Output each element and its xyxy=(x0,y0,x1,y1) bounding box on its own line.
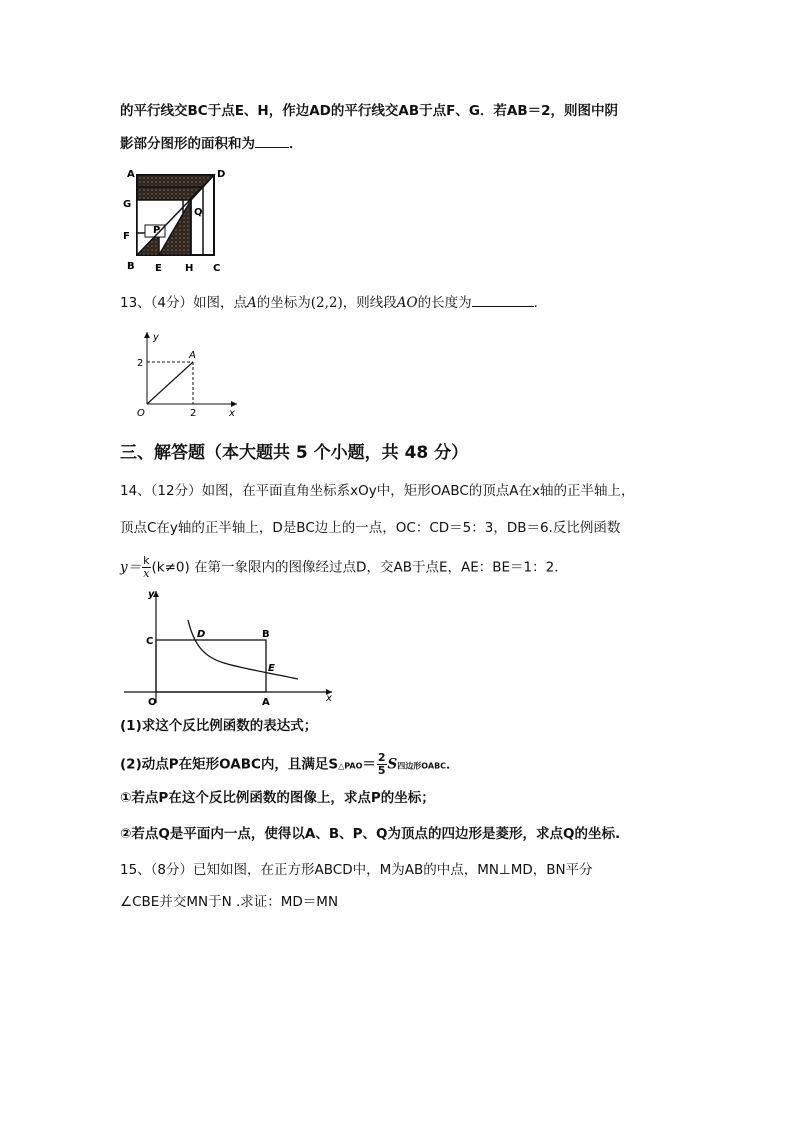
q12-line2 xyxy=(120,133,303,154)
q13-coord: (2,2) xyxy=(310,295,343,311)
q12-line1: 的平行线交BC于点E、H，作边AD的平行线交AB于点F、G．若AB＝2，则图中阴 xyxy=(120,103,619,119)
answer-blank-q12 xyxy=(255,133,289,148)
label-D: D xyxy=(217,169,226,180)
q14-sub1: ①若点P在这个反比例函数的图像上，求点P的坐标； xyxy=(120,790,435,806)
fraction-k-over-x: $\frac{k}{x}$ xyxy=(143,554,150,580)
label-C: C xyxy=(213,263,221,274)
rectangle-oabc xyxy=(156,640,266,692)
label-x-q14: x xyxy=(326,693,332,704)
label-A-q14: A xyxy=(262,697,270,708)
q13-text-3: ，则线段 xyxy=(342,295,397,311)
label-point-A: A xyxy=(189,350,196,361)
label-O: O xyxy=(137,408,145,418)
shaded-top-band xyxy=(137,175,214,187)
q13-suffix: ． xyxy=(533,295,548,311)
q13-text-4: 的长度为 xyxy=(417,295,472,311)
shaded-band-2 xyxy=(137,187,203,200)
q13-coordinate-figure xyxy=(125,328,240,418)
q13-text-1: 13、（4分）如图，点 xyxy=(120,295,248,311)
q15-line1: 15、（8分）已知如图，在正方形ABCD中，M为AB的中点，MN⊥MD，BN平分 xyxy=(120,862,593,878)
label-x: x xyxy=(229,408,235,418)
answer-blank-q13 xyxy=(472,292,534,307)
label-P: P xyxy=(153,225,161,236)
section-3-heading: 三、解答题（本大题共 5 个小题，共 48 分） xyxy=(120,443,469,463)
q13-point: A xyxy=(247,295,257,311)
q15-line2: ∠CBE并交MN于N .求证：MD＝MN xyxy=(120,894,339,910)
fraction-2-over-5: $\frac{2}{5}$ xyxy=(377,751,386,777)
label-O-q14: O xyxy=(148,697,157,708)
q14-hyperbola-figure xyxy=(120,585,340,710)
q14-line2: 顶点C在y轴的正半轴上，D是BC边上的一点，OC：CD＝5：3，DB＝6.反比例函数 xyxy=(120,520,621,536)
q14-line3-text: (k≠0) 在第一象限内的图像经过点D，交AB于点E，AE：BE＝1：2． xyxy=(151,559,568,576)
q14-part2: (2)动点P在矩形OABC内，且满足S△PAO＝ $\frac{2}{5}$ S四边形OABC． xyxy=(120,751,460,777)
label-y: y xyxy=(153,332,159,343)
label-Q: Q xyxy=(194,207,203,218)
label-A: A xyxy=(127,169,135,180)
q13-line xyxy=(120,292,547,313)
tick-y-2: 2 xyxy=(137,358,144,369)
label-E-q14: E xyxy=(268,663,275,674)
subscript-pao: △PAO xyxy=(338,761,363,771)
q12-line2-suffix: ． xyxy=(289,136,303,152)
q14-function-y: y＝ xyxy=(120,559,142,576)
label-E: E xyxy=(155,263,162,274)
label-F: F xyxy=(123,231,130,242)
q13-segment: AO xyxy=(396,295,418,311)
segment-ao xyxy=(147,362,193,404)
label-B-q14: B xyxy=(262,629,270,640)
q12-square-figure xyxy=(115,165,230,277)
q14-line1: 14、（12分）如图，在平面直角坐标系xOy中，矩形OABC的顶点A在x轴的正半轴上， xyxy=(120,483,635,499)
label-D-q14: D xyxy=(197,629,206,640)
subscript-oabc: 四边形OABC xyxy=(397,761,447,771)
label-y-q14: y xyxy=(148,589,155,600)
label-G: G xyxy=(123,199,132,210)
label-H: H xyxy=(185,263,194,274)
q14-part1: (1)求这个反比例函数的表达式； xyxy=(120,718,318,734)
q13-text-2: 的坐标为 xyxy=(256,295,311,311)
q14-line3 xyxy=(120,555,568,580)
label-C-q14: C xyxy=(146,636,154,647)
label-B: B xyxy=(127,261,135,272)
tick-x-2: 2 xyxy=(190,408,197,418)
q12-line2-text: 影部分图形的面积和为 xyxy=(120,136,255,152)
q14-sub2: ②若点Q是平面内一点，使得以A、B、P、Q为顶点的四边形是菱形，求点Q的坐标. xyxy=(120,826,621,842)
